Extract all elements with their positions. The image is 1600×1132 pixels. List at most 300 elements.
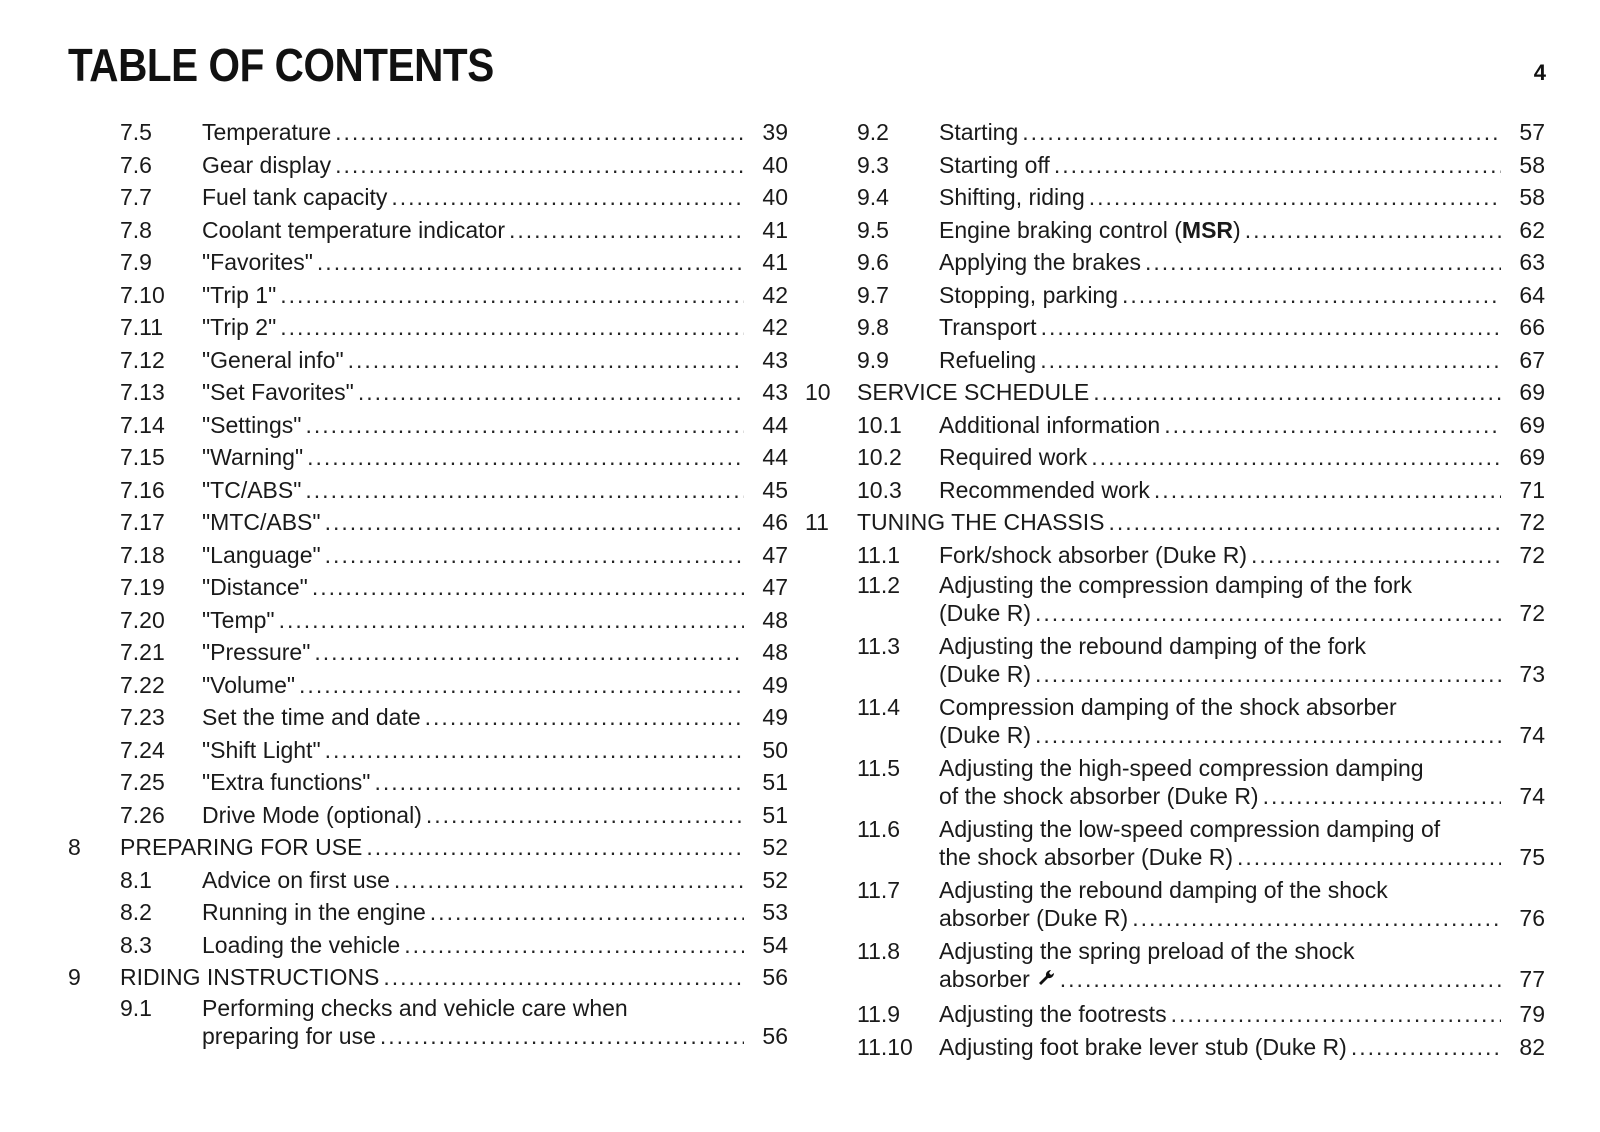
toc-entry-number: 8 (68, 834, 81, 860)
toc-entry-number: 11.5 (857, 755, 901, 781)
toc-entry-number: 9.6 (857, 249, 889, 275)
dot-leader (348, 344, 744, 377)
toc-entry-title-text: "Language" (202, 541, 321, 568)
toc-entry[interactable] (805, 344, 1545, 377)
toc-entry-title-text: Engine braking control ( (939, 216, 1182, 243)
toc-entry-number: 11.7 (857, 877, 901, 903)
toc-entry-number: 7.18 (120, 541, 165, 568)
toc-entry-page: 72 (1519, 509, 1545, 535)
toc-entry-title-line1: Compression damping of the shock absorber (939, 694, 1397, 720)
toc-entry[interactable] (68, 311, 788, 344)
dot-leader (374, 766, 744, 799)
toc-entry-number: 11.6 (857, 816, 901, 842)
toc-entry-title (939, 246, 1141, 279)
toc-entry-page: 67 (1519, 346, 1545, 373)
toc-entry-page: 69 (1519, 379, 1545, 405)
dot-leader (1109, 506, 1502, 539)
dot-leader (1122, 279, 1501, 312)
toc-entry[interactable] (805, 754, 1545, 815)
toc-entry-title-line1: Adjusting the compression damping of the fork (939, 572, 1413, 598)
toc-entry-page: 47 (762, 574, 788, 600)
toc-entry-title-text: Recommended work (939, 476, 1150, 503)
toc-entry-number: 7.26 (120, 801, 165, 828)
toc-entry[interactable] (68, 246, 788, 279)
toc-entry-number: 9.3 (857, 151, 889, 178)
dot-leader (1089, 181, 1501, 214)
toc-entry-page: 54 (762, 931, 788, 958)
toc-entry[interactable] (805, 116, 1545, 149)
dot-leader (1145, 246, 1501, 279)
toc-entry-title (939, 660, 1031, 688)
toc-entry[interactable] (68, 864, 788, 897)
toc-entry[interactable] (805, 181, 1545, 214)
dot-leader (335, 149, 744, 182)
toc-entry-page: 63 (1519, 249, 1545, 275)
toc-entry-number: 7.6 (120, 151, 152, 178)
toc-entry[interactable] (68, 896, 788, 929)
dot-leader (394, 864, 744, 897)
toc-entry-title-text: Adjusting the footrests (939, 1001, 1167, 1027)
toc-entry-number: 7.19 (120, 574, 165, 600)
wrench-icon (1036, 966, 1056, 992)
toc-entry-title-line1: Adjusting the spring preload of the shock (939, 938, 1355, 964)
toc-entry[interactable] (68, 474, 788, 507)
dot-leader (325, 506, 744, 539)
toc-entry-page: 48 (762, 639, 788, 665)
toc-entry[interactable] (805, 1031, 1545, 1064)
dot-leader (314, 636, 744, 669)
dot-leader (312, 571, 744, 604)
toc-entry-title (202, 896, 426, 929)
toc-entry-number: 9.9 (857, 346, 889, 373)
toc-entry[interactable] (805, 409, 1545, 442)
toc-entry-title (939, 409, 1160, 442)
toc-entry-title-text: (Duke R) (939, 722, 1032, 748)
dot-leader (358, 376, 744, 409)
toc-entry-page: 39 (762, 119, 788, 145)
toc-entry-number: 9.5 (857, 216, 889, 243)
toc-entry-page: 56 (762, 1022, 788, 1049)
toc-entry-title-text: Refueling (939, 346, 1037, 373)
toc-entry-title-text: "Temp" (202, 606, 275, 633)
toc-entry-title-text: (Duke R) (939, 600, 1032, 626)
toc-left-column (68, 116, 788, 1055)
toc-entry-number: 10.2 (857, 444, 902, 470)
toc-entry-title (202, 636, 310, 669)
toc-entry-title-text: Starting (939, 119, 1019, 145)
toc-entry-title (202, 864, 390, 897)
toc-entry-title (939, 843, 1233, 871)
toc-entry-number: 9.7 (857, 281, 889, 308)
toc-entry-title-line1: Adjusting the rebound damping of the shock (939, 877, 1388, 903)
toc-entry-number: 9.2 (857, 119, 889, 145)
toc-entry-page: 44 (762, 411, 788, 438)
dot-leader (279, 604, 744, 637)
toc-entry-title-text: Drive Mode (optional) (202, 801, 422, 828)
dot-leader (426, 799, 744, 832)
toc-entry[interactable] (68, 279, 788, 312)
dot-leader (305, 474, 744, 507)
toc-entry-title-text: Gear display (202, 151, 332, 178)
toc-entry-number: 11.3 (857, 633, 901, 659)
toc-entry-title-text: Temperature (202, 119, 332, 145)
dot-leader (1263, 782, 1501, 810)
toc-entry-page: 75 (1519, 844, 1545, 870)
toc-entry[interactable] (805, 214, 1545, 247)
toc-entry-title (202, 506, 321, 539)
toc-entry[interactable] (68, 506, 788, 539)
toc-entry-title (202, 149, 331, 182)
dot-leader (1237, 843, 1501, 871)
toc-entry[interactable] (805, 937, 1545, 998)
toc-entry-number: 7.23 (120, 704, 165, 730)
toc-entry-title (939, 539, 1247, 572)
toc-entry-number: 11.4 (857, 694, 901, 720)
toc-entry-title (202, 409, 301, 442)
toc-entry-number: 9.1 (120, 994, 152, 1021)
toc-entry[interactable] (68, 961, 788, 994)
toc-entry-number: 11.2 (857, 572, 901, 598)
toc-entry-title-text: "Set Favorites" (202, 379, 354, 405)
toc-entry[interactable] (805, 571, 1545, 632)
toc-entry-number: 7.10 (120, 281, 165, 308)
toc-entry-number: 7.8 (120, 216, 152, 243)
toc-entry-title-text: "General info" (202, 346, 344, 373)
toc-entry-page: 49 (762, 704, 788, 730)
toc-entry-title (939, 344, 1036, 377)
toc-entry-title-text: Applying the brakes (939, 249, 1142, 275)
toc-entry[interactable] (68, 441, 788, 474)
dot-leader (366, 831, 744, 864)
dot-leader (1035, 721, 1501, 749)
toc-entry-number: 10 (805, 379, 831, 405)
toc-entry-number: 8.3 (120, 931, 152, 958)
dot-leader (380, 1022, 744, 1050)
dot-leader (1035, 660, 1501, 688)
toc-entry-page: 51 (762, 769, 788, 795)
toc-entry-number: 7.24 (120, 736, 165, 763)
toc-entry-page: 45 (762, 476, 788, 503)
dot-leader (430, 896, 744, 929)
page-number: 4 (1533, 60, 1546, 85)
toc-entry-title-text: Additional information (939, 411, 1161, 438)
toc-entry-number: 11.10 (857, 1033, 913, 1060)
toc-entry-title (202, 669, 295, 702)
toc-entry-page: 40 (762, 184, 788, 210)
toc-entry-page: 74 (1519, 783, 1545, 809)
toc-entry-title (202, 929, 400, 962)
toc-entry-page: 69 (1519, 411, 1545, 438)
toc-entry-title-line1: Adjusting the low-speed compression damping of (939, 816, 1441, 842)
toc-entry[interactable] (68, 831, 788, 864)
toc-entry-title (202, 246, 313, 279)
toc-entry-title-text: "Settings" (202, 411, 302, 438)
toc-entry[interactable] (68, 539, 788, 572)
toc-entry-page: 56 (762, 964, 788, 990)
toc-entry-title-text: RIDING INSTRUCTIONS (120, 964, 380, 990)
toc-entry[interactable] (805, 539, 1545, 572)
toc-entry[interactable] (805, 693, 1545, 754)
dot-leader (1154, 474, 1501, 507)
toc-entry[interactable] (805, 149, 1545, 182)
toc-entry-number: 9.4 (857, 184, 889, 210)
toc-entry-title (202, 604, 275, 637)
toc-entry-page: 41 (762, 216, 788, 243)
toc-entry[interactable] (805, 246, 1545, 279)
toc-entry-title (202, 734, 321, 767)
toc-entry-title (202, 181, 387, 214)
toc-entry[interactable] (68, 344, 788, 377)
toc-entry-title-text: Stopping, parking (939, 281, 1119, 308)
toc-entry-title-text: PREPARING FOR USE (120, 834, 363, 860)
toc-entry-number: 8.2 (120, 899, 152, 925)
dot-leader (425, 701, 744, 734)
toc-entry-page: 46 (762, 509, 788, 535)
toc-entry-page: 64 (1519, 281, 1545, 308)
dot-leader (391, 181, 744, 214)
dot-leader (1132, 904, 1501, 932)
toc-entry-number: 7.13 (120, 379, 165, 405)
dot-leader (305, 409, 744, 442)
toc-entry[interactable] (68, 636, 788, 669)
toc-entry-title-text: Required work (939, 444, 1088, 470)
toc-entry[interactable] (805, 998, 1545, 1031)
toc-entry-title-text: "Pressure" (202, 639, 311, 665)
dot-leader (1093, 376, 1501, 409)
toc-entry-page: 52 (762, 834, 788, 860)
toc-entry-title (857, 506, 1105, 539)
toc-entry-title (202, 571, 308, 604)
toc-entry-page: 52 (762, 866, 788, 893)
toc-entry[interactable] (68, 701, 788, 734)
dot-leader (1022, 116, 1501, 149)
toc-entry-number: 7.17 (120, 509, 165, 535)
toc-entry-title (939, 998, 1167, 1031)
toc-entry-title (939, 599, 1031, 627)
toc-entry-page: 42 (762, 314, 788, 340)
toc-entry-title (857, 376, 1089, 409)
dot-leader (325, 734, 744, 767)
toc-entry[interactable] (68, 376, 788, 409)
toc-entry-title (202, 441, 303, 474)
toc-entry-page: 76 (1519, 905, 1545, 931)
toc-entry-title-text: Fuel tank capacity (202, 184, 388, 210)
toc-entry[interactable] (805, 632, 1545, 693)
toc-entry[interactable] (805, 279, 1545, 312)
toc-entry-number: 7.12 (120, 346, 165, 373)
toc-entry-page: 69 (1519, 444, 1545, 470)
toc-entry-number: 7.7 (120, 184, 152, 210)
toc-entry[interactable] (68, 766, 788, 799)
toc-entry-page: 43 (762, 346, 788, 373)
toc-entry[interactable] (68, 734, 788, 767)
toc-entry[interactable] (805, 441, 1545, 474)
toc-entry-page: 58 (1519, 184, 1545, 210)
toc-entry-page: 66 (1519, 314, 1545, 340)
toc-entry-title (202, 539, 321, 572)
toc-entry[interactable] (805, 311, 1545, 344)
toc-entry-title (120, 831, 362, 864)
toc-entry-number: 7.5 (120, 119, 152, 145)
toc-right-column (805, 116, 1545, 1063)
toc-entry-title-text: (Duke R) (939, 661, 1032, 687)
toc-entry-title (939, 181, 1085, 214)
toc-entry[interactable] (68, 604, 788, 637)
toc-entry-page: 62 (1519, 216, 1545, 243)
toc-entry-page: 41 (762, 249, 788, 275)
dot-leader (1040, 344, 1501, 377)
toc-entry[interactable] (68, 149, 788, 182)
toc-entry-title-text: preparing for use (202, 1022, 376, 1049)
toc-entry[interactable] (68, 929, 788, 962)
toc-entry-number: 8.1 (120, 866, 152, 893)
toc-entry-number: 7.21 (120, 639, 165, 665)
toc-entry-title-line1: Adjusting the high-speed compression damping (939, 755, 1424, 781)
toc-entry-number: 7.25 (120, 769, 165, 795)
page-title: TABLE OF CONTENTS (68, 39, 494, 91)
toc-entry[interactable] (805, 474, 1545, 507)
toc-entry-page: 57 (1519, 119, 1545, 145)
toc-entry-title-text: SERVICE SCHEDULE (857, 379, 1090, 405)
dot-leader (335, 116, 744, 149)
toc-entry-title-text: "Volume" (202, 671, 296, 698)
toc-entry-page: 72 (1519, 600, 1545, 626)
toc-entry-title (939, 441, 1087, 474)
dot-leader (1351, 1031, 1501, 1064)
dot-leader (1060, 965, 1501, 993)
toc-entry-title (939, 1031, 1347, 1064)
toc-entry-page: 44 (762, 444, 788, 470)
dot-leader (280, 311, 744, 344)
toc-entry-title-text: "MTC/ABS" (202, 509, 321, 535)
dot-leader (509, 214, 744, 247)
toc-entry-title (939, 904, 1128, 932)
toc-entry-title (202, 344, 344, 377)
toc-entry[interactable] (805, 506, 1545, 539)
toc-entry[interactable] (68, 409, 788, 442)
toc-entry-page: 77 (1519, 966, 1545, 992)
toc-entry[interactable] (68, 669, 788, 702)
toc-entry-title-text: absorber (Duke R) (939, 905, 1129, 931)
toc-entry-title (939, 965, 1056, 993)
toc-entry-title-text: Set the time and date (202, 704, 421, 730)
toc-entry[interactable] (68, 799, 788, 832)
toc-entry-page: 51 (762, 801, 788, 828)
dot-leader (1171, 998, 1501, 1031)
toc-entry-title (939, 116, 1018, 149)
toc-entry-title (202, 799, 422, 832)
dot-leader (1091, 441, 1501, 474)
toc-entry[interactable] (68, 994, 788, 1055)
toc-entry-number: 11.9 (857, 1001, 901, 1027)
dot-leader (1041, 311, 1501, 344)
toc-entry-title-text: Transport (939, 314, 1037, 340)
toc-entry-title (202, 116, 331, 149)
toc-entry-title-text: the shock absorber (Duke R) (939, 844, 1234, 870)
toc-entry-number: 10.1 (857, 411, 902, 438)
dot-leader (383, 961, 744, 994)
toc-entry-page: 72 (1519, 541, 1545, 568)
toc-entry-title (202, 376, 354, 409)
toc-entry-title-text: Advice on first use (202, 866, 390, 893)
toc-entry-title (202, 701, 421, 734)
toc-entry-page: 53 (762, 899, 788, 925)
dot-leader (1245, 214, 1501, 247)
toc-entry-title-text: "Trip 2" (202, 314, 277, 340)
toc-entry-number: 11.1 (857, 541, 901, 568)
toc-entry-title-text: TUNING THE CHASSIS (857, 509, 1105, 535)
toc-entry-title (202, 311, 276, 344)
toc-entry-title-text: "Trip 1" (202, 281, 277, 308)
toc-entry-page: 73 (1519, 661, 1545, 687)
toc-entry-title (202, 766, 370, 799)
toc-entry-number: 7.16 (120, 476, 165, 503)
toc-entry-title-text: "Warning" (202, 444, 304, 470)
toc-entry-title-line1: Performing checks and vehicle care when (202, 994, 628, 1021)
toc-entry-title (939, 311, 1037, 344)
toc-entry-title-text: "TC/ABS" (202, 476, 302, 503)
toc-entry[interactable] (805, 815, 1545, 876)
toc-entry[interactable] (68, 181, 788, 214)
dot-leader (317, 246, 744, 279)
dot-leader (307, 441, 744, 474)
toc-entry-title (120, 961, 379, 994)
dot-leader (1035, 599, 1501, 627)
dot-leader (1251, 539, 1501, 572)
toc-entry-title-text: Adjusting foot brake lever stub (Duke R) (939, 1033, 1347, 1060)
toc-entry-page: 48 (762, 606, 788, 633)
toc-entry-page: 40 (762, 151, 788, 178)
toc-entry-number: 10.3 (857, 476, 902, 503)
toc-entry-number: 7.20 (120, 606, 165, 633)
toc-entry-page: 79 (1519, 1001, 1545, 1027)
toc-entry-title-text: Coolant temperature indicator (202, 216, 505, 243)
toc-entry-title (939, 474, 1150, 507)
toc-entry[interactable] (68, 116, 788, 149)
toc-entry-title-text: "Shift Light" (202, 736, 321, 763)
toc-entry-title-bold: MSR (1181, 216, 1234, 243)
toc-entry[interactable] (68, 571, 788, 604)
toc-entry-number: 9 (68, 964, 81, 990)
toc-entry-title-line1: Adjusting the rebound damping of the fork (939, 633, 1367, 659)
dot-leader (1164, 409, 1501, 442)
dot-leader (404, 929, 744, 962)
toc-entry[interactable] (68, 214, 788, 247)
toc-entry-title (939, 721, 1031, 749)
toc-entry-title (202, 474, 301, 507)
toc-entry[interactable] (805, 376, 1545, 409)
toc-entry-title-text: Running in the engine (202, 899, 426, 925)
toc-entry-title-text: of the shock absorber (Duke R) (939, 783, 1259, 809)
toc-entry-title-text: Fork/shock absorber (Duke R) (939, 541, 1248, 568)
toc-entry-title-text: "Favorites" (202, 249, 313, 275)
toc-entry-title (939, 279, 1118, 312)
toc-entry-page: 42 (762, 281, 788, 308)
toc-entry-page: 71 (1519, 476, 1545, 503)
dot-leader (280, 279, 744, 312)
toc-entry-page: 74 (1519, 722, 1545, 748)
toc-entry-page: 82 (1519, 1033, 1545, 1060)
toc-entry-title (202, 1022, 376, 1050)
toc-entry-page: 50 (762, 736, 788, 763)
dot-leader (325, 539, 744, 572)
dot-leader (1054, 149, 1501, 182)
toc-entry-page: 58 (1519, 151, 1545, 178)
toc-entry-page: 49 (762, 671, 788, 698)
toc-entry[interactable] (805, 876, 1545, 937)
toc-entry-title-text: absorber (939, 966, 1030, 992)
dot-leader (299, 669, 744, 702)
